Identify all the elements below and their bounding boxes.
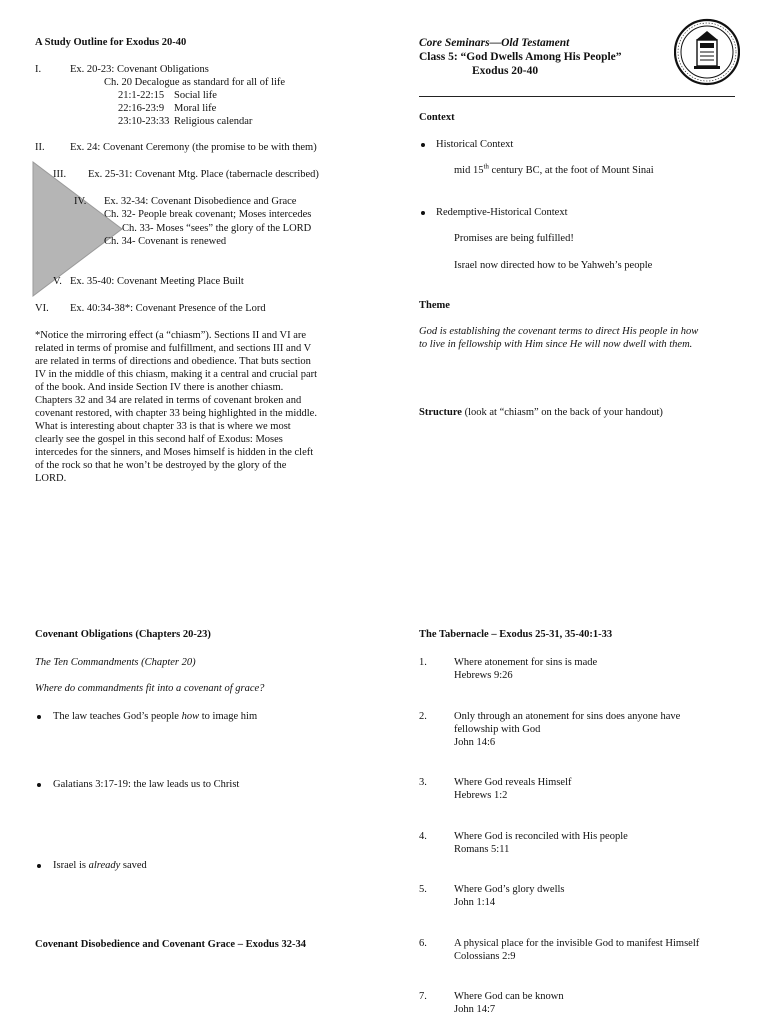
bullet-dot	[37, 715, 41, 719]
bullet-dot	[421, 143, 425, 147]
outline-section-3-number: III.	[53, 169, 67, 180]
header-divider	[419, 96, 735, 97]
outline-section-2-number: II.	[35, 142, 45, 153]
outline-subitem: Ch. 20 Decalogue as standard for all of life	[104, 77, 286, 88]
historical-context-label: Historical Context	[436, 139, 514, 150]
tabernacle-item: Where God reveals Himself Hebrews 1:2	[454, 777, 572, 801]
redemptive-context-label: Redemptive-Historical Context	[436, 207, 568, 218]
note-line: clearly see the gospel in this second half of Exodus: Moses	[35, 434, 283, 445]
redemptive-context-line: Promises are being fulfilled!	[454, 233, 574, 244]
tabernacle-item: Where atonement for sins is made Hebrews 9:26	[454, 657, 598, 681]
bullet-dot	[37, 783, 41, 787]
note-line: *Notice the mirroring effect (a “chiasm”). Sections II and VI are	[35, 330, 307, 341]
theme-text: God is establishing the covenant terms to direct His people in how to live in fellowship with Him since He will now dwell with them.	[419, 326, 699, 350]
obligation-bullet-2: Galatians 3:17-19: the law leads us to Christ	[53, 779, 240, 790]
outline-section-6: Ex. 40:34-38*: Covenant Presence of the Lord	[70, 303, 266, 314]
tabernacle-item: A physical place for the invisible God to manifest Himself Colossians 2:9	[454, 938, 700, 962]
bullet-dot	[421, 211, 425, 215]
historical-context-text: mid 15th century BC, at the foot of Mount Sinai	[454, 162, 654, 176]
outline-subitem-ref: 22:16-23:9	[118, 103, 165, 114]
tabernacle-item-number: 7.	[419, 991, 427, 1002]
outline-section-1-number: I.	[35, 64, 42, 75]
note-line: IV in the middle of this chiasm, making it a central and crucial part	[35, 369, 318, 380]
outline-ch34: Ch. 34- Covenant is renewed	[104, 236, 227, 247]
disobedience-heading: Covenant Disobedience and Covenant Grace – Exodus 32-34	[35, 939, 306, 950]
outline-ch33: Ch. 33- Moses “sees” the glory of the LORD	[122, 223, 312, 234]
outline-subitem-ref: 23:10-23:33	[118, 116, 170, 127]
structure-heading: Structure	[419, 407, 462, 418]
church-seal-logo	[674, 18, 740, 86]
commandments-question: Where do commandments fit into a covenant of grace?	[35, 683, 265, 694]
note-line: of the book. And inside Section IV there is another chiasm.	[35, 382, 284, 393]
passage-title: Exodus 20-40	[472, 65, 539, 77]
structure-text: (look at “chiasm” on the back of your handout)	[461, 407, 663, 418]
series-title: Core Seminars—Old Testament	[419, 37, 570, 49]
tabernacle-item: Only through an atonement for sins does anyone have fellowship with God John 14:6	[454, 711, 681, 748]
tabernacle-item-number: 2.	[419, 711, 427, 722]
tabernacle-item-number: 3.	[419, 777, 427, 788]
outline-section-1: Ex. 20-23: Covenant Obligations	[70, 64, 209, 75]
outline-section-2: Ex. 24: Covenant Ceremony (the promise to be with them)	[70, 142, 317, 153]
tabernacle-item: Where God is reconciled with His people Romans 5:11	[454, 831, 628, 855]
note-line: covenant restored, with chapter 33 being highlighted in the middle.	[35, 408, 317, 419]
note-line: of the rock so that he won’t be destroyed by the glory of the	[35, 460, 287, 471]
tabernacle-item-number: 4.	[419, 831, 427, 842]
tabernacle-item: Where God can be known John 14:7	[454, 991, 564, 1015]
note-line: LORD.	[35, 473, 67, 484]
outline-ch32: Ch. 32- People break covenant; Moses intercedes	[104, 209, 312, 220]
tabernacle-item-number: 1.	[419, 657, 427, 668]
redemptive-context-line: Israel now directed how to be Yahweh’s people	[454, 260, 653, 271]
note-line: What is interesting about chapter 33 is that is where we most	[35, 421, 291, 432]
outline-section-4: Ex. 32-34: Covenant Disobedience and Grace	[104, 196, 297, 207]
outline-subitem-desc: Social life	[174, 90, 217, 101]
outline-section-5: Ex. 35-40: Covenant Meeting Place Built	[70, 276, 244, 287]
note-line: are related in terms of directions and obedience. That buts section	[35, 356, 311, 367]
obligations-heading: Covenant Obligations (Chapters 20-23)	[35, 629, 211, 640]
context-heading: Context	[419, 112, 455, 123]
outline-section-4-number: IV.	[74, 196, 87, 207]
structure-line	[419, 406, 663, 419]
outline-section-5-number: V.	[53, 276, 62, 287]
note-line: Chapters 32 and 34 are related in terms of covenant broken and	[35, 395, 302, 406]
outline-section-6-number: VI.	[35, 303, 49, 314]
outline-title: A Study Outline for Exodus 20-40	[35, 37, 187, 48]
note-line: related in terms of promise and fulfillment, and sections III and V	[35, 343, 312, 354]
chiasm-note	[35, 329, 317, 485]
obligation-bullet-3: Israel is already saved	[53, 860, 147, 871]
obligation-bullet-1: The law teaches God’s people how to image him	[53, 711, 258, 722]
outline-subitem-desc: Moral life	[174, 103, 217, 114]
ten-commandments-subheading: The Ten Commandments (Chapter 20)	[35, 657, 196, 668]
note-line: intercedes for the sinners, and Moses himself is hidden in the cleft	[35, 447, 314, 458]
tabernacle-item: Where God’s glory dwells John 1:14	[454, 884, 565, 908]
outline-subitem-desc: Religious calendar	[174, 116, 253, 127]
bullet-dot	[37, 864, 41, 868]
theme-heading: Theme	[419, 300, 450, 311]
class-title: Class 5: “God Dwells Among His People”	[419, 51, 622, 63]
tabernacle-heading: The Tabernacle – Exodus 25-31, 35-40:1-33	[419, 629, 613, 640]
outline-section-3: Ex. 25-31: Covenant Mtg. Place (tabernacle described)	[88, 169, 319, 180]
tabernacle-item-number: 5.	[419, 884, 427, 895]
outline-subitem-ref: 21:1-22:15	[118, 90, 165, 101]
tabernacle-item-number: 6.	[419, 938, 427, 949]
